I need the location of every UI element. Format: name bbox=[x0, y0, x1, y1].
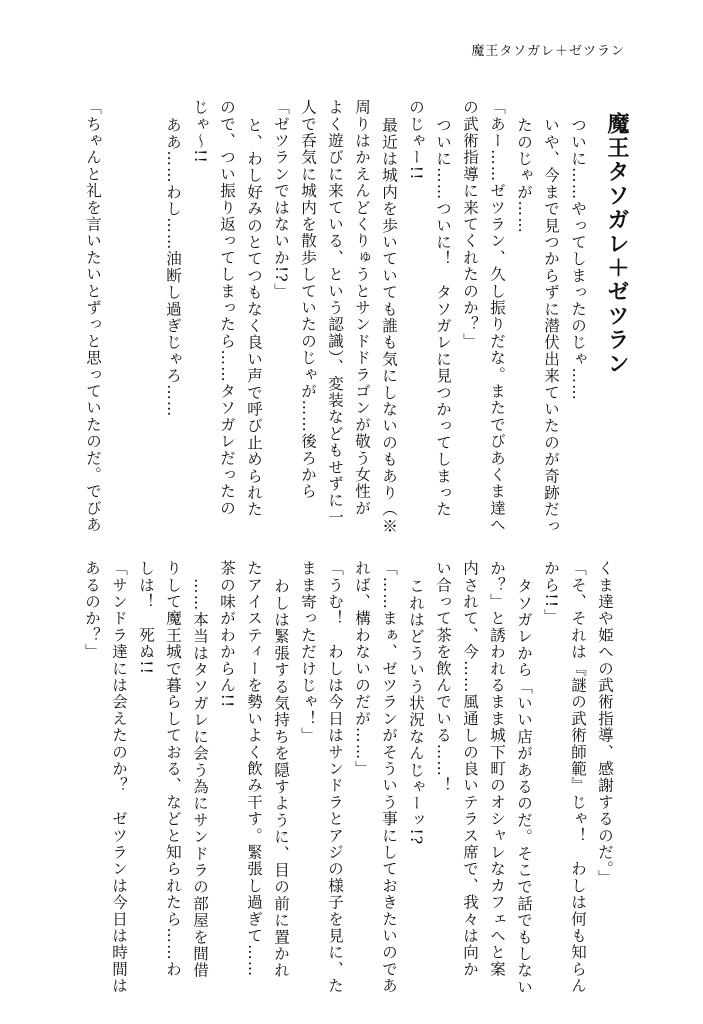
text-line: わしは緊張する気持ちを隠すように、目の前に置かれ bbox=[272, 578, 290, 979]
text-line: と、わし好みのとてつもなく良い声で呼び止められた bbox=[245, 117, 263, 518]
text-line: い合って茶を飲んでいる……！ bbox=[434, 560, 452, 794]
text-line: くま達や姫への武術指導、感謝するのだ。」 bbox=[596, 560, 614, 887]
text-line: ついに……ついに！ タソガレに見つかってしまった bbox=[434, 117, 452, 518]
text-line: 人で呑気に城内を散歩していたのじゃが……後ろから bbox=[299, 99, 317, 500]
running-header: 魔王タソガレ＋ゼツラン bbox=[471, 44, 625, 59]
text-line: れば、構わないのだが……」 bbox=[353, 560, 371, 778]
text-line: これはどういう状況なんじゃーッ!? bbox=[407, 578, 425, 846]
text-line: 「あー……ゼツラン、久し振りだな。またでびあくま達へ bbox=[488, 99, 506, 534]
text-line: 「サンドラ達には会えたのか？ ゼツランは今日は時間は bbox=[110, 560, 128, 995]
text-line: よく遊びに来ている、という認識）、変装などもせずに一 bbox=[326, 99, 344, 526]
text-line: の武術指導に来てくれたのか？」 bbox=[461, 99, 479, 350]
text-line: まま寄っただけじゃ！」 bbox=[299, 560, 317, 744]
text-line: 周りはかえんどくりゅうとサンドドラゴンが敬う女性が bbox=[353, 99, 371, 517]
text-line: 「ゼツランではないか!?」 bbox=[272, 99, 290, 300]
text-line: 「……まぁ、ゼツランがそういう事にしておきたいのであ bbox=[380, 560, 398, 995]
text-line: ……本当はタソガレに会う為にサンドラの部屋を間借 bbox=[191, 578, 209, 979]
text-line: 内されて、今……風通しの良いテラス席で、我々は向か bbox=[461, 560, 479, 978]
text-line: タソガレから「いい店があるのだ。そこで話でもしない bbox=[515, 578, 533, 996]
text-line: 「そ、それは『謎の武術師範』じゃ！ わしは何も知らん bbox=[569, 560, 587, 995]
text-line: 「うむ！ わしは今日はサンドラとアジの様子を見に、た bbox=[326, 560, 344, 995]
text-line: 最近は城内を歩いていても誰も気にしないのもあり（※ bbox=[380, 117, 398, 535]
text-line: たのじゃが…… bbox=[515, 117, 533, 234]
text-line: りして魔王城で暮らしておる、などと知られたら……わ bbox=[164, 560, 182, 978]
text-line: たアイスティーを勢いよく飲み干す。緊張し過ぎて…… bbox=[245, 560, 263, 978]
chapter-title: 魔王タソガレ＋ゼツラン bbox=[604, 112, 630, 376]
text-line: じゃ～!! bbox=[191, 99, 209, 164]
text-line: 「ちゃんと礼を言いたいとずっと思っていたのだ。でびあ bbox=[84, 99, 102, 534]
text-line: のじゃー!! bbox=[407, 99, 425, 181]
text-line: から!!」 bbox=[542, 560, 560, 625]
text-line: 茶の味がわからん!! bbox=[218, 560, 236, 709]
text-line: ので、つい振り返ってしまったら……タソガレだったの bbox=[218, 99, 236, 517]
text-line: いや、今まで見つからずに潜伏出来ていたのが奇跡だっ bbox=[542, 117, 560, 535]
text-line: ああ……わし……油断し過ぎじゃろ…… bbox=[164, 117, 182, 418]
text-line: あるのか？」 bbox=[83, 560, 101, 661]
text-line: しは！ 死ぬ!! bbox=[137, 560, 155, 676]
text-line: か？」と誘われるまま城下町のオシャレなカフェへと案 bbox=[488, 560, 506, 978]
text-line: ついに……やってしまったのじゃ…… bbox=[569, 117, 587, 401]
